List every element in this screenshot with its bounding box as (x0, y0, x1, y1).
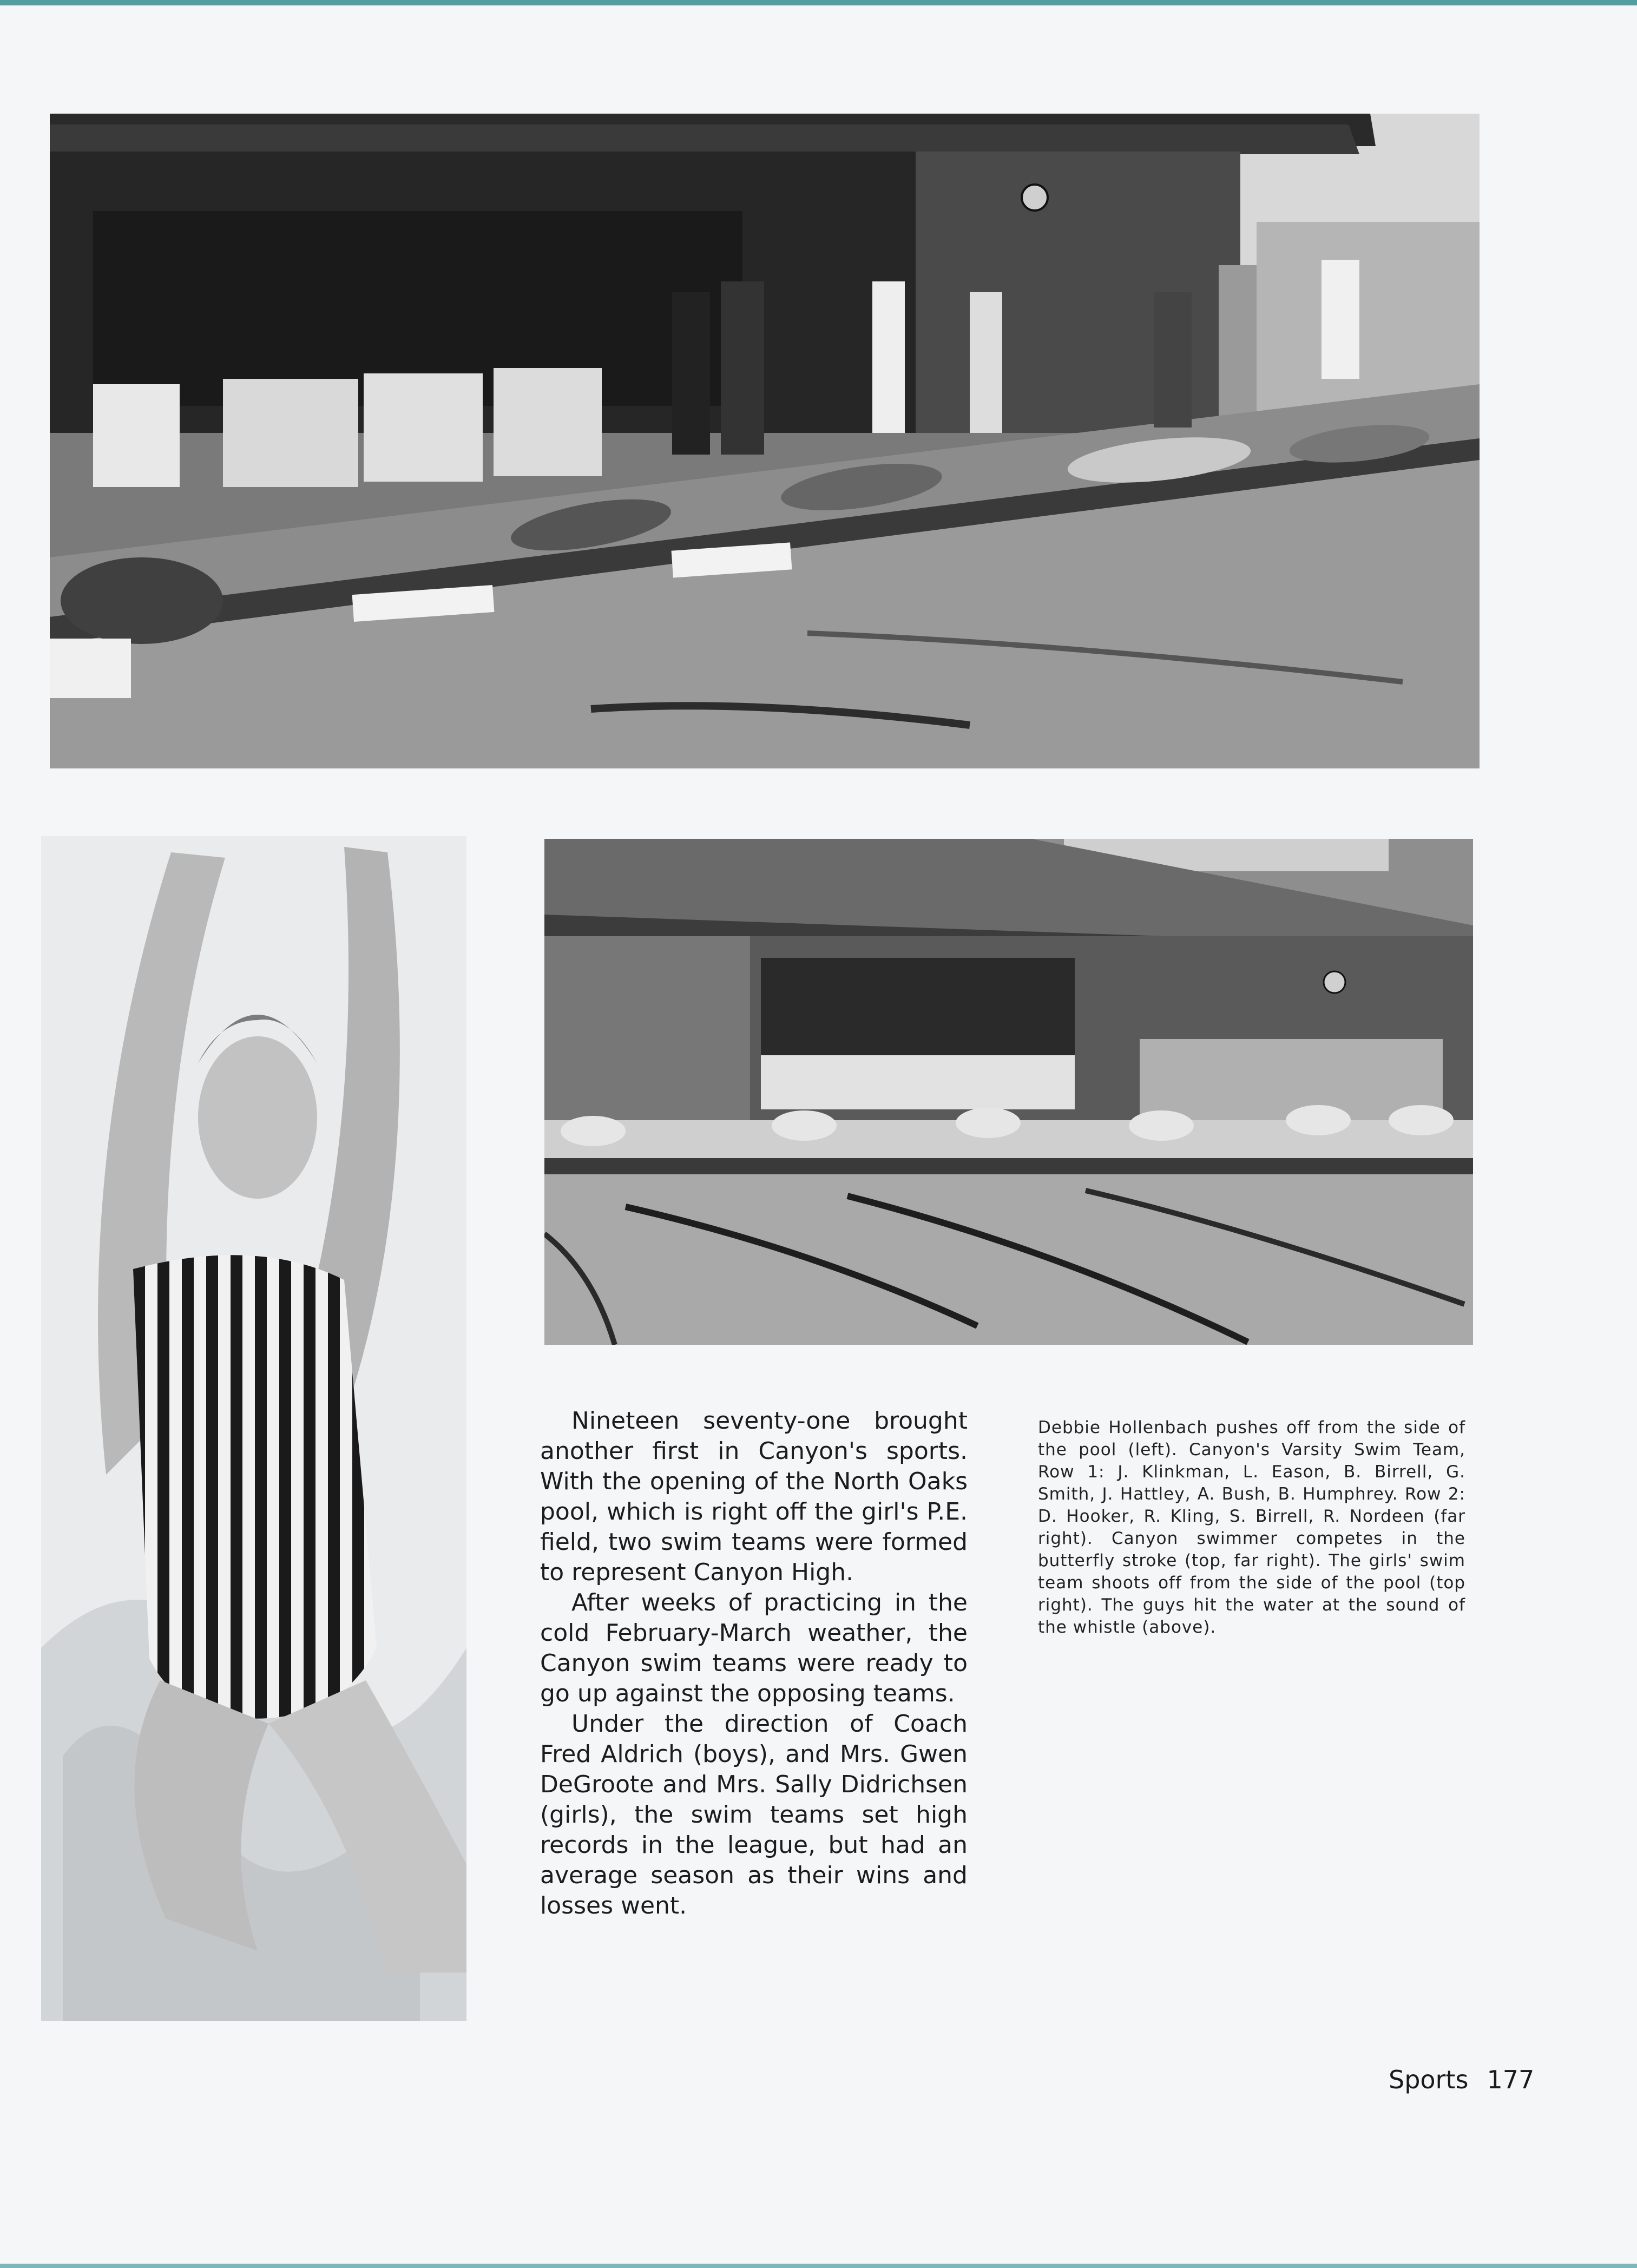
article-body (540, 1406, 968, 1921)
body-paragraph: Under the direction of Coach Fred Aldrich (boys), and Mrs. Gwen DeGroote and Mrs. Sally Didrichsen (girls), the swim teams set high records in the league, but had an average season as their wins and losses went. (540, 1710, 968, 1919)
photo-swimmer-pushing-off (41, 836, 466, 2021)
photo-caption: Debbie Hollenbach pushes off from the side of the pool (left). Canyon's Varsity Swim Team, Row 1: J. Klinkman, L. Eason, B. Birrell, G. Smith, J. Hattley, A. Bush, B. Humphrey. Row 2: D. Hooker, R. Kling, S. Birrell, R. Nordeen (far right). Canyon swimmer competes in the butterfly stroke (top, far right). The girls' swim team shoots off from the side of the pool (top right). The guys hit the water at the sound of the whistle (above). (1038, 1418, 1465, 1637)
section-name: Sports (1389, 2065, 1469, 2094)
binding-edge (0, 0, 1637, 5)
body-paragraph: Nineteen seventy-one brought another first in Canyon's sports. With the opening of the North Oaks pool, which is right off the girl's P.E. field, two swim teams were formed to represent Canyon High. (540, 1407, 968, 1586)
photo-girls-diving (50, 114, 1480, 768)
page-folio (1389, 2065, 1534, 2094)
body-paragraph: After weeks of practicing in the cold February-March weather, the Canyon swim teams were ready to go up against the opposing teams. (540, 1589, 968, 1707)
page-number: 177 (1487, 2065, 1535, 2094)
binding-edge-bottom (0, 2264, 1637, 2268)
photo-boys-swim-start (544, 839, 1473, 1345)
